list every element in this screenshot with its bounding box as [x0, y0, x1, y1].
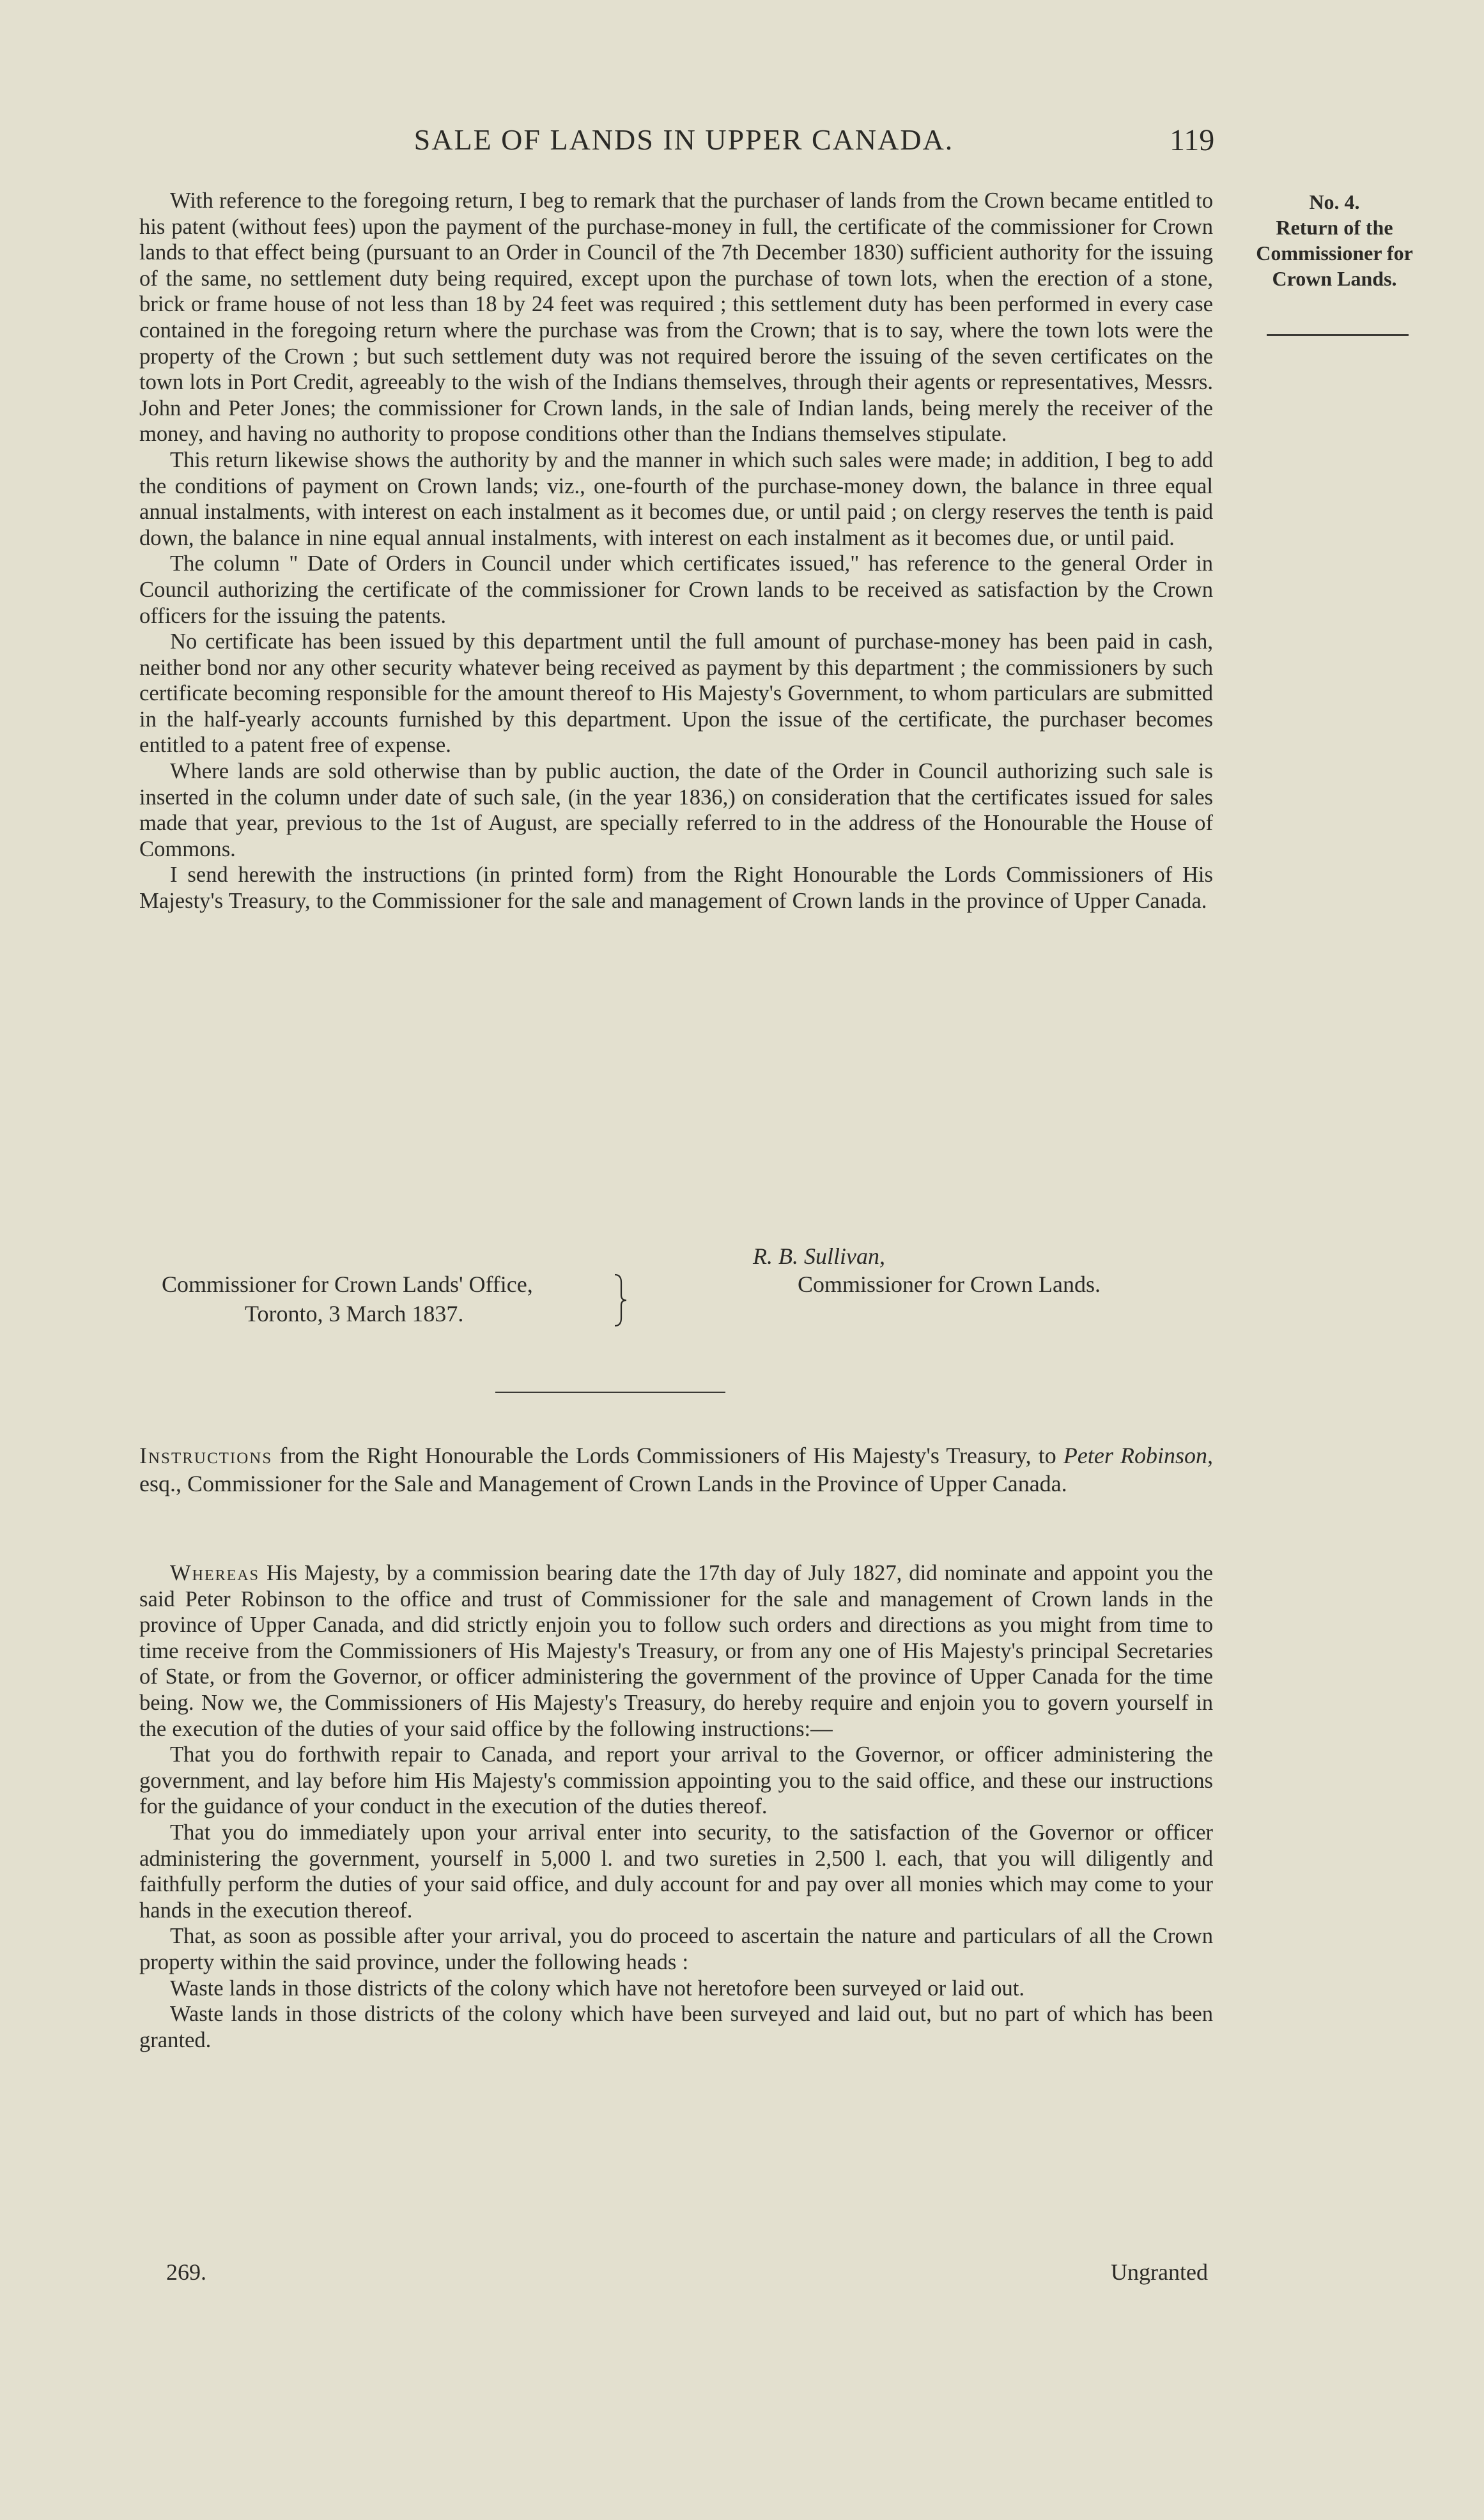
paragraph: Waste lands in those districts of the colony which have been surveyed and laid out, but no part of which has been granted.: [139, 2002, 1213, 2052]
margin-note: [1239, 189, 1430, 291]
paragraph: I send herewith the instructions (in printed form) from the Right Honourable the Lords Commissioners of His Majesty's Treasury, to the Commissioner for the sale and management of Crown lands in the province of Upper Canada.: [139, 863, 1213, 914]
signature-block: [139, 1243, 1213, 1345]
office-address: Commissioner for Crown Lands' Office,: [162, 1272, 533, 1297]
treasury-instructions: [139, 1560, 1213, 2053]
instructions-heading: [139, 1441, 1213, 1498]
signature-mark: 269.: [166, 2259, 206, 2285]
signatory-title: Commissioner for Crown Lands.: [798, 1272, 1101, 1297]
paragraph: With reference to the foregoing return, I beg to remark that the purchaser of lands from the Crown became entitled to his patent (without fees) upon the payment of the purchase-money in full, the certificate of the commissioner for Crown lands to that effect being (pursuant to an Order in Council of the 7th December 1830) sufficient authority for the issuing of the same, no settlement duty being required, except upon the purchase of town lots, when the erection of a stone, brick or frame house of not less than 18 by 24 feet was required ; this settlement duty has been performed in every case contained in the foregoing return where the purchase was from the Crown; that is to say, where the town lots were the property of the Crown ; but such settlement duty was not required berore the issuing of the seven certificates on the town lots in Port Credit, agreeably to the wish of the Indians themselves, through their agents or representatives, Messrs. John and Peter Jones; the commissioner for Crown lands, in the sale of Indian lands, being merely the receiver of the money, and having no authority to propose conditions other than the Indians themselves stipulate.: [139, 188, 1213, 447]
paragraph: No certificate has been issued by this department until the full amount of purchase-money has been paid in cash, neither bond nor any other security whatever being received as payment by this department ; the commissioners by such certificate becoming responsible for the amount thereof to His Majesty's Government, to whom particulars are submitted in the half-yearly accounts furnished by this department. Upon the issue of the certificate, the purchaser becomes entitled to a patent free of expense.: [139, 629, 1213, 758]
page-number: 119: [1170, 123, 1215, 157]
catchword: Ungranted: [1111, 2259, 1208, 2285]
paragraph: That, as soon as possible after your arrival, you do proceed to ascertain the nature and particulars of all the Crown property within the said province, under the following heads :: [139, 1924, 1213, 1974]
paragraph: Where lands are sold otherwise than by public auction, the date of the Order in Council authorizing such sale is inserted in the column under date of such sale, (in the year 1836,) on consideration that the certificates issued for sales made that year, previous to the 1st of August, are specially referred to in the address of the Honourable the House of Commons.: [139, 759, 1213, 861]
paragraph: That you do forthwith repair to Canada, and report your arrival to the Governor, or officer administering the government, and lay before him His Majesty's commission appointing you to the said office, and these our instructions for the guidance of your conduct in the execution of the duties thereof.: [139, 1742, 1213, 1819]
signatory-name: R. B. Sullivan,: [753, 1243, 885, 1269]
commissioner-letter: [139, 188, 1213, 914]
paragraph: Waste lands in those districts of the colony which have not heretofore been surveyed or laid out.: [170, 1976, 1025, 2001]
section-divider: [495, 1392, 725, 1393]
margin-note-rule: [1267, 334, 1409, 336]
margin-note-line: Commissioner for: [1256, 242, 1413, 265]
heading-lead: Instructions: [139, 1443, 273, 1468]
paragraph: This return likewise shows the authority by and the manner in which such sales were made; in addition, I beg to add the conditions of payment on Crown lands; viz., one-fourth of the purchase-money down, the balance in three equal annual instalments, with interest on each instalment as it becomes due, or until paid ; on clergy reserves the tenth is paid down, the balance in nine equal annual instalments, with interest on each instalment as it becomes due, or until paid.: [139, 447, 1213, 550]
margin-note-line: No. 4.: [1309, 190, 1360, 213]
heading-text: esq., Commissioner for the Sale and Management of Crown Lands in the Province of Upper Canada.: [139, 1471, 1067, 1496]
whereas-text: His Majesty, by a commission bearing date the 17th day of July 1827, did nominate and appoint you the said Peter Robinson to the office and trust of Commissioner for the sale and management of Crown lands in the province of Upper Canada, and did strictly enjoin you to follow such orders and directions as you might from time to time receive from the Commissioners of His Majesty's Treasury, or from any one of His Majesty's principal Secretaries of State, or from the Governor, or officer administering the government of the province of Upper Canada for the time being. Now we, the Commissioners of His Majesty's Treasury, do hereby require and enjoin you to govern yourself in the execution of the duties of your said office by the following instructions:—: [139, 1561, 1213, 1741]
heading-name: Peter Robinson,: [1063, 1443, 1213, 1468]
brace-icon: [614, 1273, 628, 1327]
whereas-paragraph: [139, 1560, 1213, 1742]
margin-note-line: Return of the: [1276, 216, 1393, 239]
office-date: Toronto, 3 March 1837.: [245, 1301, 464, 1326]
heading-text: from the Right Honourable the Lords Commissioners of His Majesty's Treasury, to: [272, 1443, 1063, 1468]
margin-note-line: Crown Lands.: [1272, 267, 1397, 290]
paragraph: That you do immediately upon your arrival enter into security, to the satisfaction of the Governor or officer administering the government, yourself in 5,000 l. and two sureties in 2,500 l. each, that you will diligently and faithfully perform the duties of your said office, and duly account for and pay over all monies which may come to your hands in the execution thereof.: [139, 1820, 1213, 1923]
whereas-lead: Whereas: [170, 1561, 259, 1585]
paragraph: The column " Date of Orders in Council under which certificates issued," has reference to the general Order in Council authorizing the certificate of the commissioner for Crown lands to be received as satisfaction by the Crown officers for the issuing the patents.: [139, 551, 1213, 628]
running-title: SALE OF LANDS IN UPPER CANADA.: [414, 123, 954, 156]
